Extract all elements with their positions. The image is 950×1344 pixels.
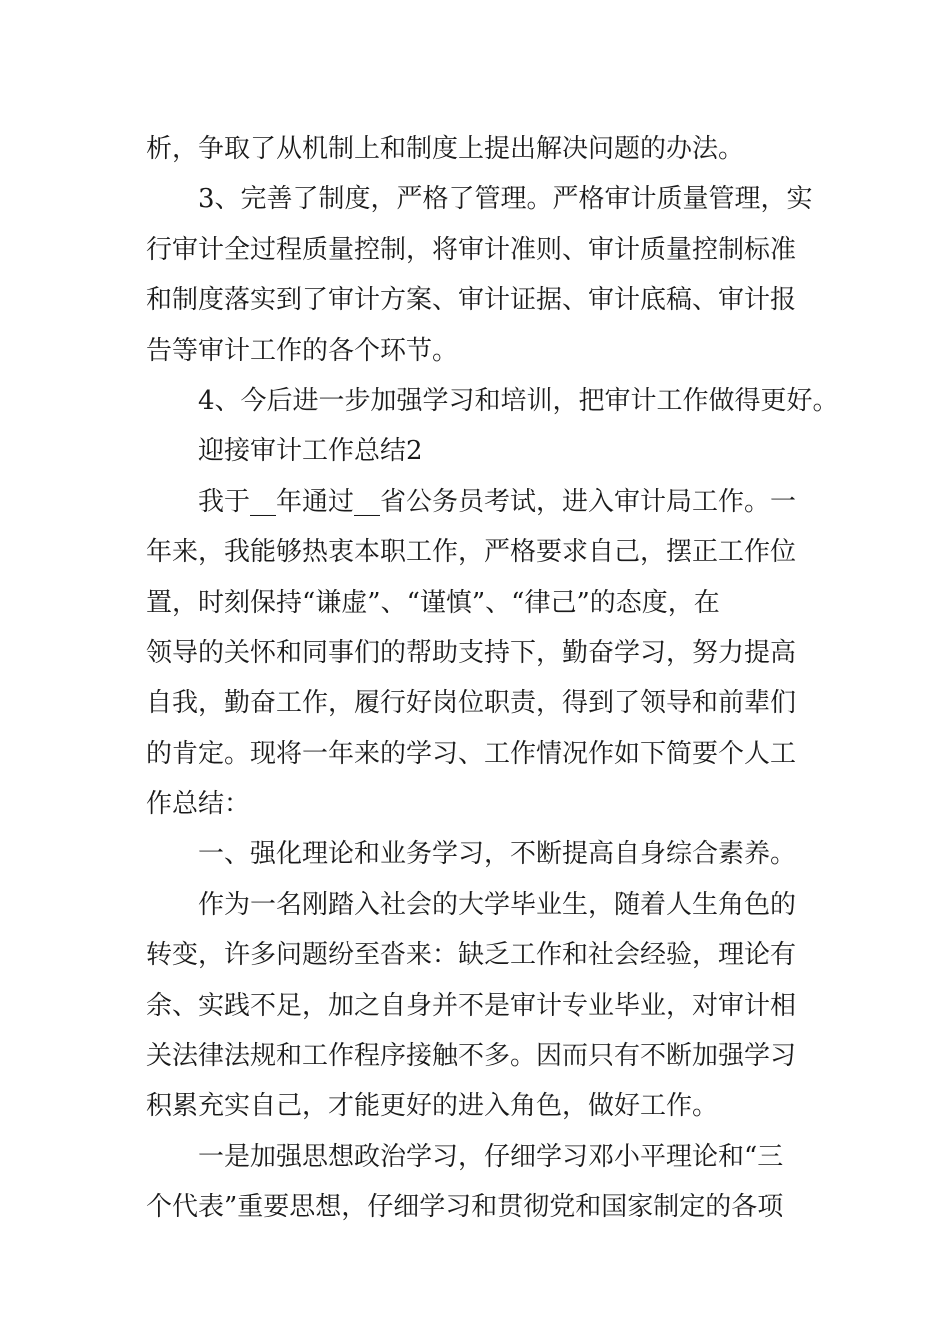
text-line: 行审计全过程质量控制，将审计准则、审计质量控制标准 [146,234,797,265]
text-line: 积累充实自己，才能更好的进入角色，做好工作。 [146,1091,719,1122]
text-line: 作总结： [146,789,251,820]
text-line: 自我，勤奋工作，履行好岗位职责，得到了领导和前辈们 [146,688,797,719]
text-line: 3、完善了制度，严格了管理。严格审计质量管理，实 [198,184,813,215]
text-line: 领导的关怀和同事们的帮助支持下，勤奋学习，努力提高 [146,637,797,668]
text-line: 一是加强思想政治学习，仔细学习邓小平理论和“三 [198,1141,784,1172]
text-line: 余、实践不足，加之自身并不是审计专业毕业，对审计相 [146,990,797,1021]
text-line: 4、今后进一步加强学习和培训，把审计工作做得更好。 [198,385,839,416]
text-line: 我于__年通过__省公务员考试，进入审计局工作。一 [198,486,797,517]
text-line: 个代表”重要思想，仔细学习和贯彻党和国家制定的各项 [146,1192,784,1223]
text-line: 和制度落实到了审计方案、审计证据、审计底稿、审计报 [146,285,797,316]
section-heading: 迎接审计工作总结2 [198,436,423,467]
text-line: 告等审计工作的各个环节。 [146,335,459,366]
document-body [146,124,839,1233]
text-line: 关法律法规和工作程序接触不多。因而只有不断加强学习 [146,1041,797,1072]
text-line: 置，时刻保持“谦虚”、“谨慎”、“律己”的态度，在 [146,587,720,618]
text-line: 一、强化理论和业务学习，不断提高自身综合素养。 [198,839,797,870]
text-line: 的肯定。现将一年来的学习、工作情况作如下简要个人工 [146,738,797,769]
text-line: 作为一名刚踏入社会的大学毕业生，随着人生角色的 [198,889,797,920]
text-line: 转变，许多问题纷至沓来：缺乏工作和社会经验，理论有 [146,940,797,971]
text-line: 析，争取了从机制上和制度上提出解决问题的办法。 [146,134,745,164]
text-line: 年来，我能够热衷本职工作，严格要求自己，摆正工作位 [146,537,797,568]
